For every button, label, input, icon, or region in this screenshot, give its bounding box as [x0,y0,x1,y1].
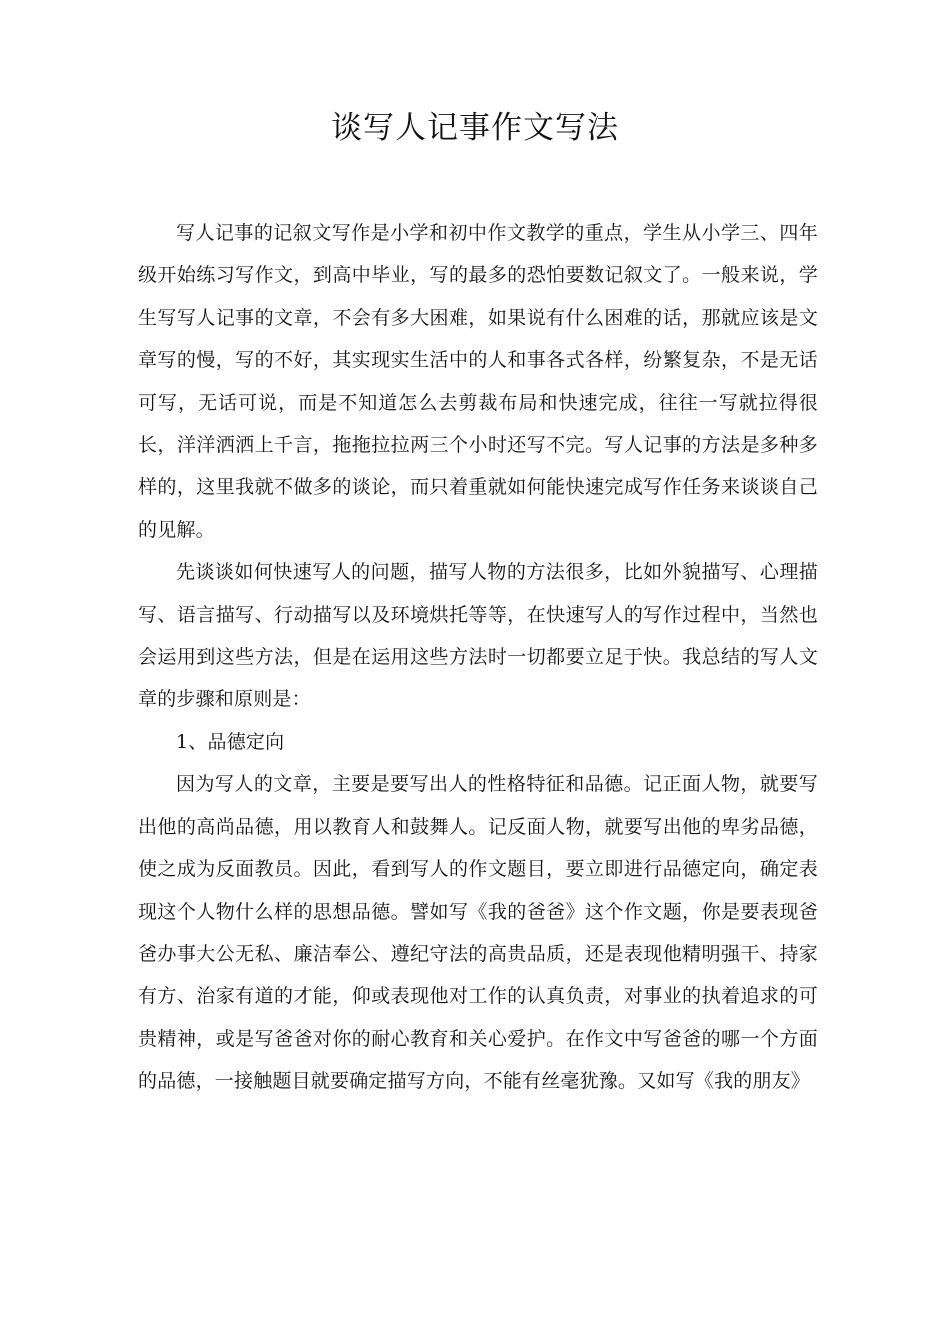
paragraph-intro: 写人记事的记叙文写作是小学和初中作文教学的重点，学生从小学三、四年级开始练习写作文，到高中毕业，写的最多的恐怕要数记叙文了。一般来说，学生写写人记事的文章，不会有多大困难，如果说有什么困难的话，那就应该是文章写的慢，写的不好，其实现实生活中的人和事各式各样，纷繁复杂，不是无话可写，无话可说，而是不知道怎么去剪裁布局和快速完成，往往一写就拉得很长，洋洋洒洒上千言，拖拖拉拉两三个小时还写不完。写人记事的方法是多种多样的，这里我就不做多的谈论，而只着重就如何能快速完成写作任务来谈谈自己的见解。 [138,222,818,541]
paragraph-moral-orientation: 因为写人的文章，主要是要写出人的性格特征和品德。记正面人物，就要写出他的高尚品德，用以教育人和鼓舞人。记反面人物，就要写出他的卑劣品德，使之成为反面教员。因此，看到写人的作文题目，要立即进行品德定向，确定表现这个人物什么样的思想品德。譬如写《我的爸爸》这个作文题，你是要表现爸爸办事大公无私、廉洁奉公、遵纪守法的高贵品质，还是表现他精明强干、持家有方、治家有道的才能，仰或表现他对工作的认真负责，对事业的执着追求的可贵精神，或是写爸爸对你的耐心教育和关心爱护。在作文中写爸爸的哪一个方面的品德，一接触题目就要确定描写方向，不能有丝毫犹豫。又如写《我的朋友》 [138,773,818,1093]
section-heading-moral-orientation: 1、品德定向 [176,730,285,753]
document-body [138,212,818,1103]
paragraph-fast-writing: 先谈谈如何快速写人的问题，描写人物的方法很多，比如外貌描写、心理描写、语言描写、行动描写以及环境烘托等等，在快速写人的写作过程中，当然也会运用到这些方法，但是在运用这些方法时一切都要立足于快。我总结的写人文章的步骤和原则是： [138,561,818,711]
document-title: 谈写人记事作文写法 [331,110,619,146]
